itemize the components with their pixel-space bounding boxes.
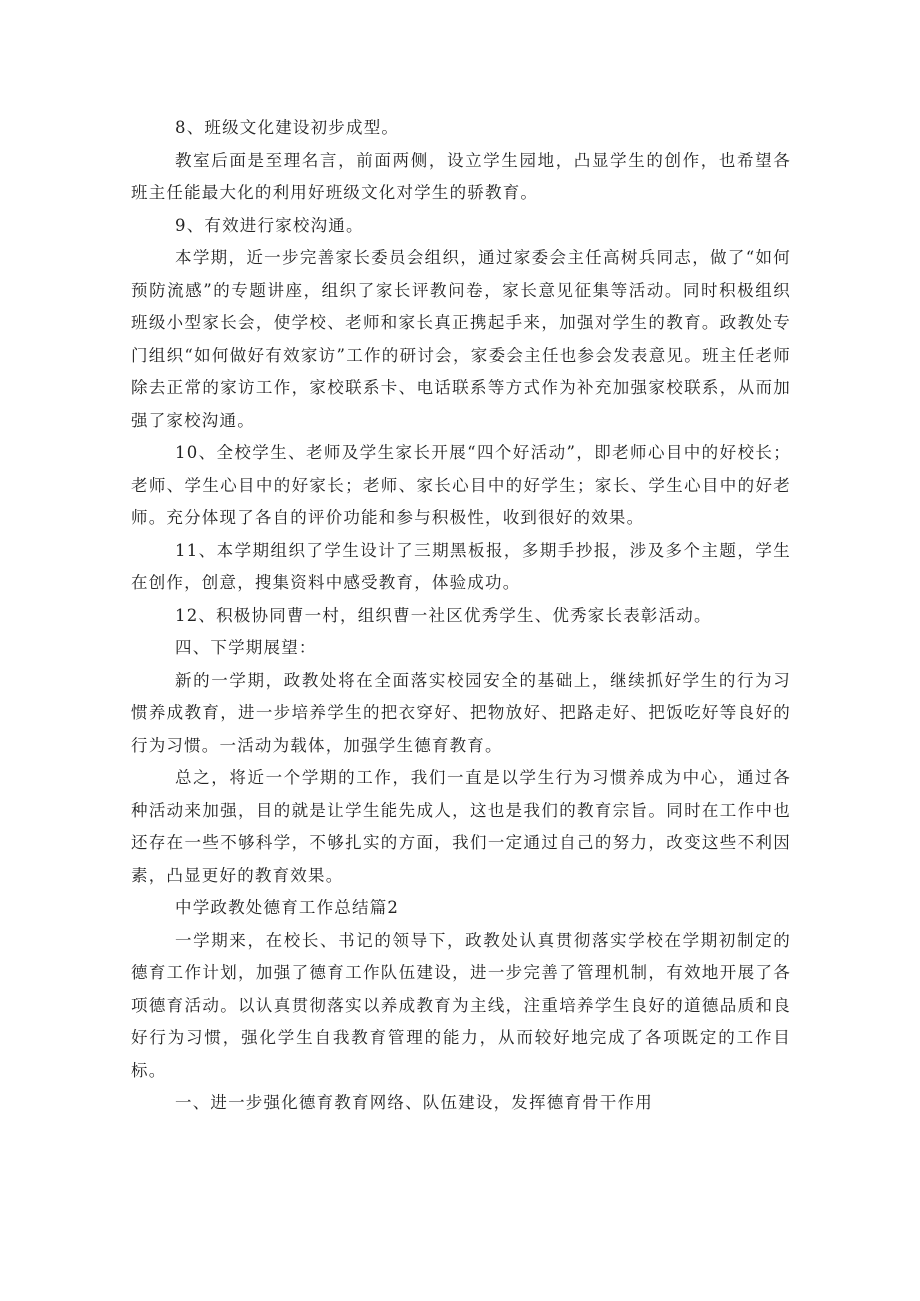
- paragraph-home-school: 本学期，近一步完善家长委员会组织，通过家委会主任高树兵同志，做了“如何预防流感”的专题讲座，组织了家长评教问卷，家长意见征集等活动。同时积极组织班级小型家长会，使学校、老师和家长真正携起手来，加强对学生的教育。政教处专门组织“如何做好有效家访”工作的研讨会，家委会主任也参会发表意见。班主任老师除去正常的家访工作，家校联系卡、电话联系等方式作为补充加强家校联系，从而加强了家校沟通。: [131, 248, 791, 430]
- paragraph-community: 12、积极协同曹一村，组织曹一社区优秀学生、优秀家长表彰活动。: [175, 605, 712, 625]
- paragraph-summary: 总之，将近一个学期的工作，我们一直是以学生行为习惯养成为中心，通过各种活动来加强，目的就是让学生能先成人，这也是我们的教育宗旨。同时在工作中也还存在一些不够科学，不够扎实的方面，我们一定通过自己的努力，改变这些不利因素，凸显更好的教育效果。: [131, 768, 791, 885]
- document-page: [131, 112, 791, 1120]
- article-2-title: 中学政教处德育工作总结篇2: [175, 898, 400, 917]
- section-1-heading: 一、进一步强化德育教育网络、队伍建设，发挥德育骨干作用: [175, 1093, 653, 1112]
- paragraph-blackboard: 11、本学期组织了学生设计了三期黑板报，多期手抄报，涉及多个主题，学生在创作，创意，搜集资料中感受教育，体验成功。: [131, 540, 791, 592]
- section-outlook-heading: 四、下学期展望：: [175, 638, 317, 657]
- paragraph-class-culture: 教室后面是至理名言，前面两侧，设立学生园地，凸显学生的创作，也希望各班主任能最大化的利用好班级文化对学生的骄教育。: [131, 150, 791, 202]
- paragraph-new-term: 新的一学期，政教处将在全面落实校园安全的基础上，继续抓好学生的行为习惯养成教育，进一步培养学生的把衣穿好、把物放好、把路走好、把饭吃好等良好的行为习惯。一活动为载体，加强学生德育教育。: [131, 670, 791, 755]
- section-9-heading: 9、有效进行家校沟通。: [175, 215, 364, 235]
- paragraph-term-intro: 一学期来，在校长、书记的领导下，政教处认真贯彻落实学校在学期初制定的德育工作计划，加强了德育工作队伍建设，进一步完善了管理机制，有效地开展了各项德育活动。以认真贯彻落实以养成教育为主线，注重培养学生良好的道德品质和良好行为习惯，强化学生自我教育管理的能力，从而较好地完成了各项既定的工作目标。: [131, 930, 791, 1080]
- section-8-heading: 8、班级文化建设初步成型。: [175, 118, 400, 137]
- paragraph-four-goods: 10、全校学生、老师及学生家长开展“四个好活动”，即老师心目中的好校长；老师、学生心目中的好家长；老师、家长心目中的好学生；家长、学生心目中的好老师。充分体现了各自的评价功能和参与积极性，收到很好的效果。: [131, 443, 791, 527]
